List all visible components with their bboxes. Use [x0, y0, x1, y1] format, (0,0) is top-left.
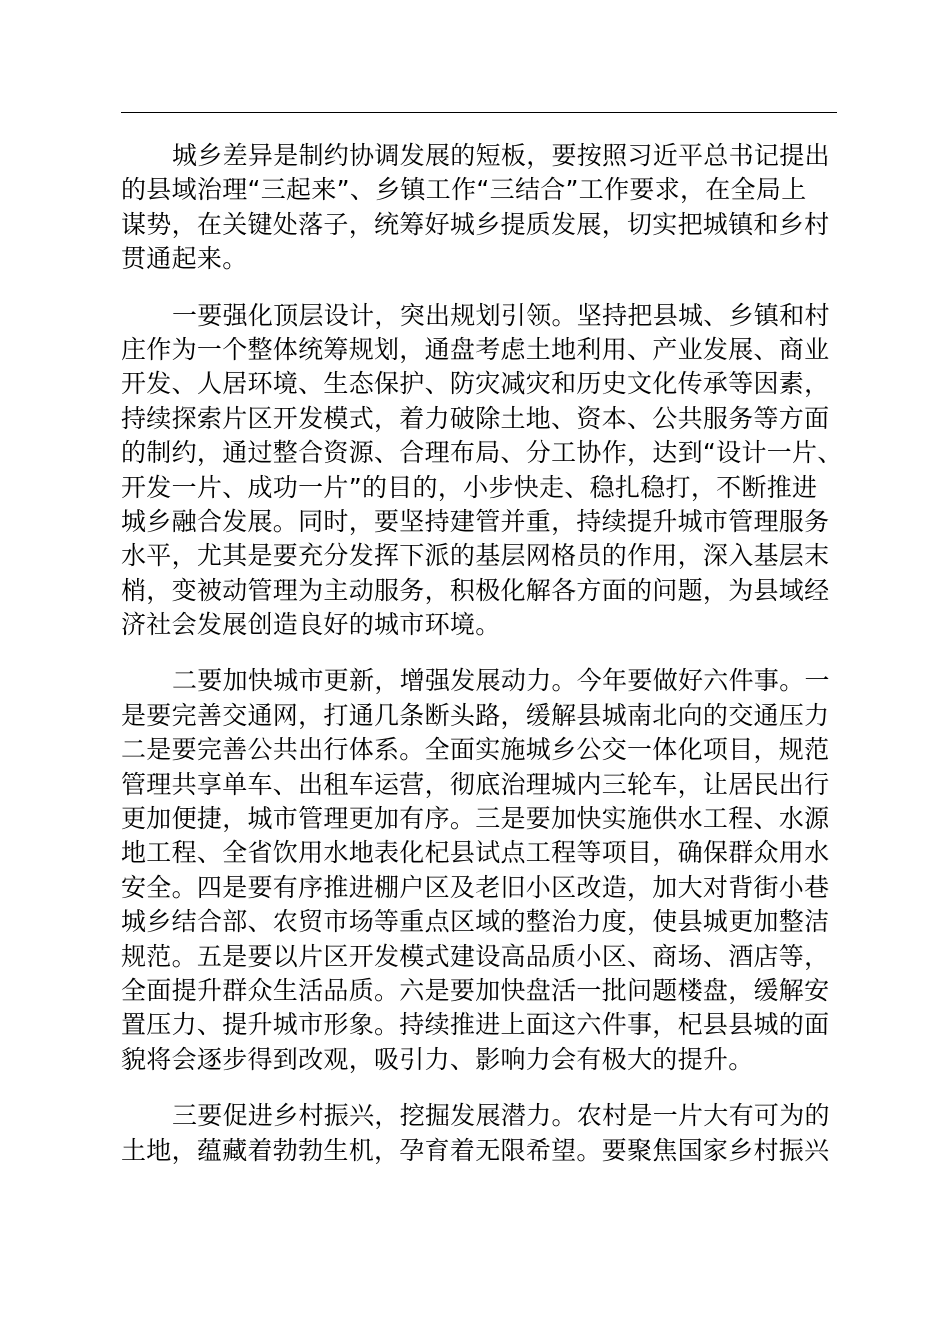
paragraph-line: 开发一片、成功一片”的目的，小步快走、稳扎稳打，不断推进 [121, 472, 818, 502]
header-rule [121, 112, 837, 113]
paragraph-point-1 [121, 299, 843, 643]
paragraph-line: 城乡融合发展。同时，要坚持建管并重，持续提升城市管理服务 [121, 506, 830, 536]
paragraph-line: 持续探索片区开发模式，着力破除土地、资本、公共服务等方面 [121, 403, 830, 433]
paragraph-line: 贯通起来。 [121, 244, 248, 274]
paragraph-line: 庄作为一个整体统筹规划，通盘考虑土地利用、产业发展、商业 [121, 334, 830, 364]
paragraph-line: 管理共享单车、出租车运营，彻底治理城内三轮车，让居民出行 [121, 769, 830, 799]
paragraph-line: 开发、人居环境、生态保护、防灾减灾和历史文化传承等因素， [121, 369, 830, 399]
paragraph-line: 置压力、提升城市形象。持续推进上面这六件事，杞县县城的面 [121, 1010, 830, 1040]
paragraph-line: 规范。五是要以片区开发模式建设高品质小区、商场、酒店等， [121, 941, 830, 971]
paragraph-line: 谋势，在关键处落子，统筹好城乡提质发展，切实把城镇和乡村 [121, 209, 830, 239]
paragraph-line: 全面提升群众生活品质。六是要加快盘活一批问题楼盘，缓解安 [121, 975, 830, 1005]
paragraph-point-3 [121, 1099, 837, 1168]
document-body [121, 139, 843, 1190]
paragraph-intro [121, 139, 837, 277]
paragraph-line: 的县域治理“三起来”、乡镇工作“三结合”工作要求，在全局上 [121, 175, 807, 205]
paragraph-line: 二是要完善公共出行体系。全面实施城乡公交一体化项目，规范 [121, 735, 830, 765]
paragraph-line: 二要加快城市更新，增强发展动力。今年要做好六件事。一 [172, 666, 830, 696]
paragraph-point-2 [121, 664, 837, 1077]
paragraph-line: 城乡结合部、农贸市场等重点区域的整治力度，使县城更加整洁 [121, 907, 830, 937]
paragraph-line: 安全。四是要有序推进棚户区及老旧小区改造，加大对背街小巷 [121, 872, 830, 902]
paragraph-line: 城乡差异是制约协调发展的短板，要按照习近平总书记提出 [172, 141, 830, 170]
paragraph-line: 梢，变被动管理为主动服务，积极化解各方面的问题，为县域经 [121, 575, 830, 605]
paragraph-line: 更加便捷，城市管理更加有序。三是要加快实施供水工程、水源 [121, 804, 830, 834]
paragraph-line: 貌将会逐步得到改观，吸引力、影响力会有极大的提升。 [121, 1044, 754, 1074]
paragraph-line: 水平，尤其是要充分发挥下派的基层网格员的作用，深入基层末 [121, 541, 830, 571]
paragraph-line: 是要完善交通网，打通几条断头路，缓解县城南北向的交通压力 [121, 700, 830, 730]
paragraph-line: 济社会发展创造良好的城市环境。 [121, 610, 501, 640]
paragraph-line: 土地，蕴藏着勃勃生机，孕育着无限希望。要聚焦国家乡村振兴 [121, 1135, 830, 1165]
paragraph-line: 一要强化顶层设计，突出规划引领。坚持把县城、乡镇和村 [172, 300, 830, 330]
paragraph-line: 三要促进乡村振兴，挖掘发展潜力。农村是一片大有可为的 [172, 1101, 830, 1131]
paragraph-line: 地工程、全省饮用水地表化杞县试点工程等项目，确保群众用水 [121, 838, 830, 868]
paragraph-line: 的制约，通过整合资源、合理布局、分工协作，达到“设计一片、 [121, 438, 843, 468]
